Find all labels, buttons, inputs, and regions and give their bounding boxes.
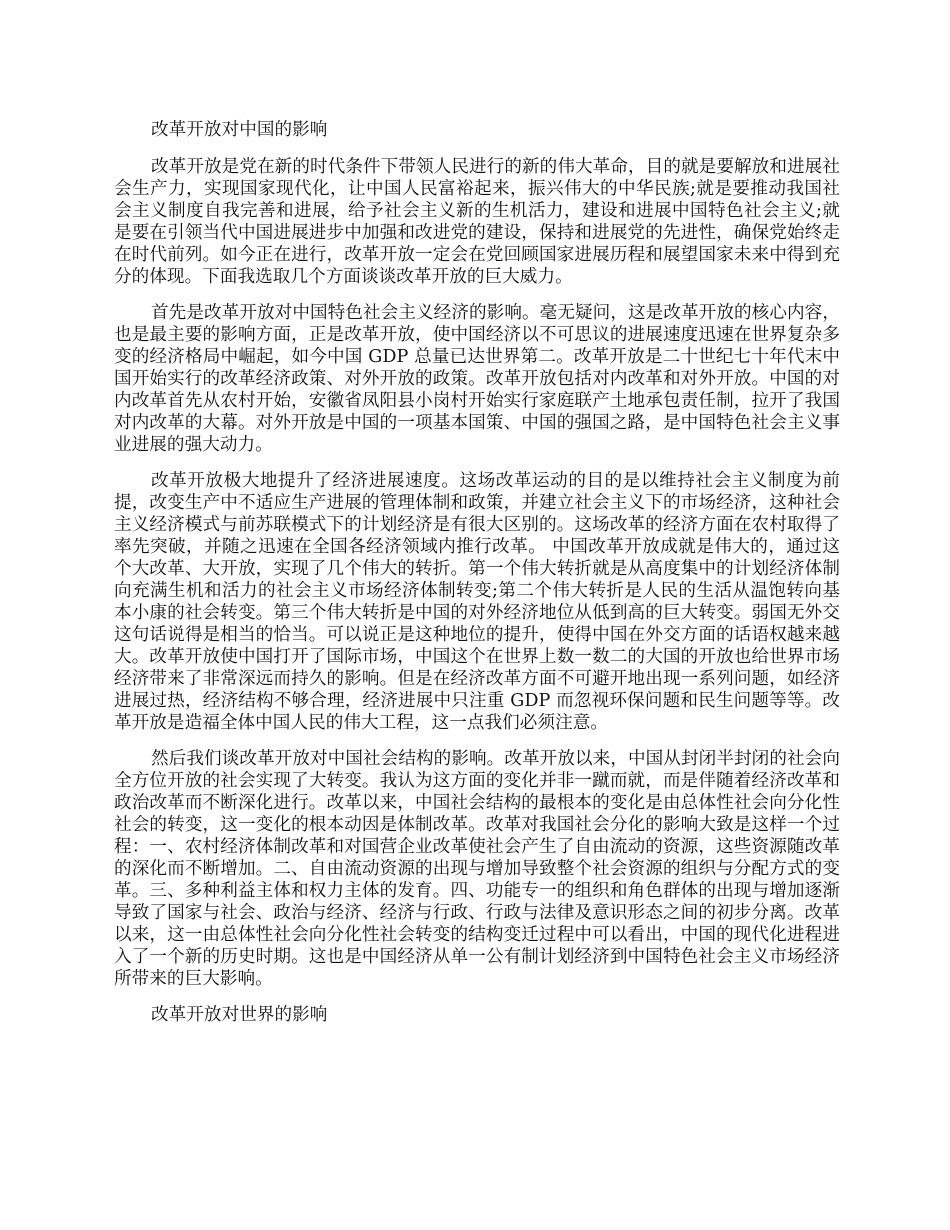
paragraph-economy: 首先是改革开放对中国特色社会主义经济的影响。毫无疑问，这是改革开放的核心内容，也是最主要的影响方面，正是改革开放，使中国经济以不可思议的进展速度迅速在世界复杂多变的经济格局中崛起，如今中国 GDP 总量已达世界第二。改革开放是二十世纪七十年代末中国开始实行的改革经济政策、对外开放的政策。改革开放包括对内改革和对外开放。中国的对内改革首先从农村开始，安徽省凤阳县小岗村开始实行家庭联产土地承包责任制，拉开了我国对内改革的大幕。对外开放是中国的一项基本国策、中国的强国之路，是中国特色社会主义事业进展的强大动力。 bbox=[114, 303, 840, 455]
paragraph-intro: 改革开放是党在新的时代条件下带领人民进行的新的伟大革命，目的就是要解放和进展社会生产力，实现国家现代化，让中国人民富裕起来，振兴伟大的中华民族;就是要推动我国社会主义制度自我完善和进展，给予社会主义新的生机活力，建设和进展中国特色社会主义;就是要在引领当代中国进展进步中加强和改进党的建设，保持和进展党的先进性，确保党始终走在时代前列。如今正在进行，改革开放一定会在党回顾国家进展历程和展望国家未来中得到充分的体现。下面我选取几个方面谈谈改革开放的巨大威力。 bbox=[114, 157, 840, 287]
section-heading-china-impact: 改革开放对中国的影响 bbox=[151, 120, 328, 140]
paragraph-social-structure: 然后我们谈改革开放对中国社会结构的影响。改革开放以来，中国从封闭半封闭的社会向全方位开放的社会实现了大转变。我认为这方面的变化并非一蹴而就，而是伴随着经济改革和政治改革而不断深化进行。改革以来，中国社会结构的最根本的变化是由总体性社会向分化性社会的转变，这一变化的根本动因是体制改革。改革对我国社会分化的影响大致是这样一个过程：一、农村经济体制改革和对国营企业改革使社会产生了自由流动的资源，这些资源随改革的深化而不断增加。二、自由流动资源的出现与增加导致整个社会资源的组织与分配方式的变革。三、多种利益主体和权力主体的发育。四、功能专一的组织和角色群体的出现与增加逐渐导致了国家与社会、政治与经济、经济与行政、行政与法律及意识形态之间的初步分离。改革以来，这一由总体性社会向分化性社会转变的结构变迁过程中可以看出，中国的现代化进程进入了一个新的历史时期。这也是中国经济从单一公有制计划经济到中国特色社会主义市场经济所带来的巨大影响。 bbox=[114, 749, 840, 989]
section-heading-world-impact: 改革开放对世界的影响 bbox=[151, 1005, 328, 1025]
paragraph-growth: 改革开放极大地提升了经济进展速度。这场改革运动的目的是以维持社会主义制度为前提，改变生产中不适应生产进展的管理体制和政策，并建立社会主义下的市场经济，这种社会主义经济模式与前苏联模式下的计划经济是有很大区别的。这场改革的经济方面在农村取得了率先突破，并随之迅速在全国各经济领域内推行改革。 中国改革开放成就是伟大的，通过这个大改革、大开放，实现了几个伟大的转折。第一个伟大转折就是从高度集中的计划经济体制向充满生机和活力的社会主义市场经济体制转变;第二个伟大转折是人民的生活从温饱转向基本小康的社会转变。第三个伟大转折是中国的对外经济地位从低到高的巨大转变。弱国无外交这句话说得是相当的恰当。可以说正是这种地位的提升，使得中国在外交方面的话语权越来越大。改革开放使中国打开了国际市场，中国这个在世界上数一数二的大国的开放也给世界市场经济带来了非常深远而持久的影响。但是在经济改革方面不可避开地出现一系列问题，如经济进展过热，经济结构不够合理，经济进展中只注重 GDP 而忽视环保问题和民生问题等等。改革开放是造福全体中国人民的伟大工程，这一点我们必须注意。 bbox=[114, 471, 840, 733]
document-page bbox=[114, 119, 840, 1026]
